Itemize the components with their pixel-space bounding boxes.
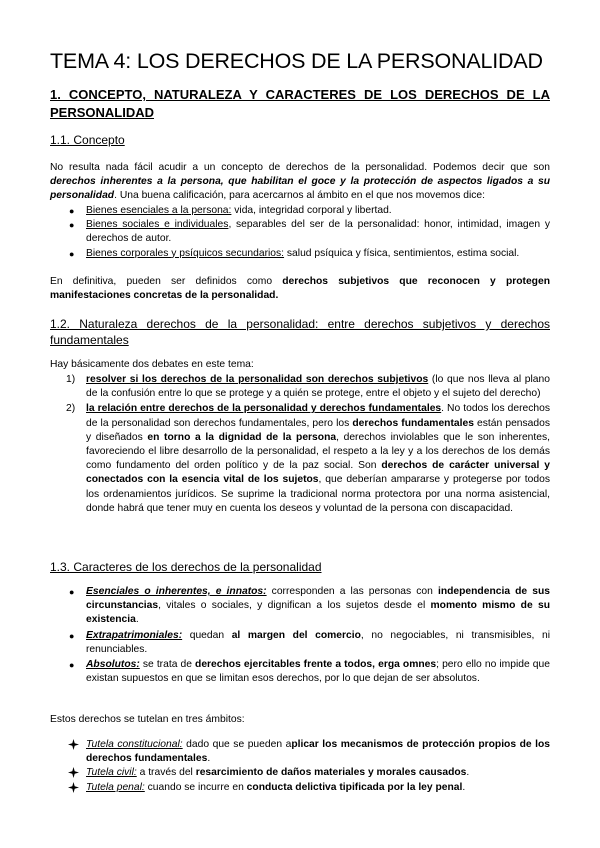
list-item-text: están pensados y diseñados (86, 417, 551, 443)
list-item-emphasis: momento mismo de su existencia (86, 600, 550, 626)
list-item-text: , separables del ser de la personalidad: honor, intimidad, imagen y derechos de autor. (86, 219, 550, 245)
list-item-text: , que deberían ampararse y protegerse por todos los ordenamientos jurídicos. Se suprime la tradicional norma protectora por una norma asistencial, donde habrá que tener muy en cuenta los deseos y voluntad de la persona con discapacidad. (86, 474, 550, 514)
list-item-text: vida, integridad corporal y libertad. (231, 205, 392, 216)
list-item-text: , no negociables, ni transmisibles, ni renunciables. (86, 629, 550, 655)
list-item-emphasis: al margen del comercio (231, 629, 361, 641)
list-item-text: ; pero ello no impide que existan supuestos en que se limitan esos derechos, por lo que dejan de ser absolutos. (86, 659, 550, 685)
goods-list (50, 204, 550, 261)
list-item-term: Tutela constitucional: (86, 739, 183, 750)
tutela-intro: Estos derechos se tutelan en tres ámbitos: (50, 714, 245, 725)
concept-closing-text: En definitiva, pueden ser definidos como (50, 276, 283, 287)
list-item-text: salud psíquica y física, sentimientos, estima social. (284, 247, 520, 259)
list-item-text: . (466, 767, 470, 779)
list-item-term: resolver si los derechos de la personalidad son derechos subjetivos (86, 374, 429, 385)
list-item-text: , vitales o sociales, y dignifican a los sujetos desde el (158, 600, 431, 612)
list-item (50, 766, 550, 780)
diamond-bullet-icon (68, 782, 79, 793)
list-item-text: se trata de (139, 659, 196, 671)
list-item (50, 585, 550, 628)
tutela-list (50, 738, 550, 795)
list-item-term: Absolutos: (86, 659, 140, 671)
list-item-emphasis: en torno a la dignidad de la persona (147, 431, 337, 443)
debates-intro: Hay básicamente dos debates en este tema: (50, 359, 254, 370)
list-item-term: Bienes sociales e individuales (86, 219, 229, 231)
characters-list (50, 585, 550, 686)
section-1-1-heading: 1.1. Concepto (50, 133, 125, 147)
list-item-number: 2) (66, 403, 76, 415)
list-item-term: Tutela penal: (86, 781, 145, 793)
list-item-text: quedan (182, 629, 232, 641)
diamond-bullet-icon (68, 739, 79, 750)
list-item-text: . (135, 614, 139, 626)
list-item-number: 1) (66, 374, 76, 385)
list-item-text: , derechos inviolables que le son inherentes, favoreciendo el libre desarrollo de la personalidad, el respeto a la ley y a los derechos de los demás como fundamento del orden político y de la paz social. Son (86, 431, 550, 472)
list-item-emphasis: conducta delictiva tipificada por la ley penal (246, 781, 463, 793)
list-item-term: Esenciales o inherentes, e innatos: (86, 586, 267, 597)
list-item-text: . (207, 753, 211, 765)
list-item-text: corresponden a las personas con (266, 586, 438, 597)
list-item (50, 247, 550, 261)
diamond-bullet-icon (68, 767, 79, 778)
list-item-emphasis: independencia de sus circunstancias (86, 586, 550, 612)
concept-intro-tail: . Una buena calificación, para acercarnos al ámbito en el que nos movemos dice: (114, 190, 485, 202)
list-item-text: cuando se incurre en (144, 781, 247, 793)
list-item-term: Bienes esenciales a la persona: (86, 205, 232, 216)
list-item-emphasis: plicar los mecanismos de protección propios de los derechos fundamentales (86, 739, 551, 765)
bullet-dot-icon: ● (69, 220, 75, 231)
list-item-term: Tutela civil: (86, 767, 137, 779)
list-item-term: la relación entre derechos de la personalidad y derechos fundamentales (86, 403, 442, 415)
list-item-emphasis: derechos de carácter universal y conectados con la esencia vital de los sujetos (86, 460, 550, 486)
concept-intro-paragraph (50, 161, 550, 204)
section-1-2-heading: 1.2. Naturaleza derechos de la personalidad: entre derechos subjetivos y derechos fundamentales (50, 317, 550, 347)
list-item (50, 629, 550, 657)
list-item (50, 204, 550, 218)
list-item-emphasis: derechos ejercitables frente a todos, erga omnes (195, 659, 437, 671)
list-item-text: . No todos los derechos de la personalidad son derechos fundamentales, pero los (86, 403, 550, 429)
concept-closing-paragraph (50, 275, 550, 303)
list-item (50, 218, 550, 246)
list-item (50, 781, 550, 795)
list-item-term: Bienes corporales y psíquicos secundarios: (86, 247, 285, 259)
page-title: TEMA 4: LOS DERECHOS DE LA PERSONALIDAD (50, 49, 543, 73)
section-1-3-heading: 1.3. Caracteres de los derechos de la personalidad (50, 560, 322, 574)
list-item (50, 373, 550, 401)
list-item-term: Extrapatrimoniales: (86, 629, 183, 641)
concept-intro-emphasis: derechos inherentes a la persona, que habilitan el goce y la protección de aspectos ligados a su personalidad (50, 176, 550, 202)
list-item-emphasis: resarcimiento de daños materiales y morales causados (195, 767, 467, 779)
bullet-dot-icon: ● (69, 630, 75, 641)
bullet-dot-icon: ● (69, 206, 75, 216)
bullet-dot-icon: ● (69, 587, 75, 597)
list-item (50, 738, 550, 766)
list-item-text: dado que se pueden a (182, 739, 292, 750)
list-item-text: (lo que nos lleva al plano de la confusión entre lo que se protege y a quién se protege, entre el objeto y el sujeto del derecho) (86, 374, 550, 400)
debates-list (50, 373, 550, 516)
list-item (50, 402, 550, 516)
bullet-dot-icon: ● (69, 248, 75, 259)
concept-intro-text: No resulta nada fácil acudir a un concepto de derechos de la personalidad. Podemos decir que son (50, 162, 550, 173)
bullet-dot-icon: ● (69, 660, 75, 671)
list-item-emphasis: derechos fundamentales (352, 417, 474, 429)
section-1-heading: 1. CONCEPTO, NATURALEZA Y CARACTERES DE LOS DERECHOS DE LA PERSONALIDAD (50, 87, 550, 120)
list-item-text: . (462, 781, 466, 793)
list-item (50, 658, 550, 686)
list-item-text: a través del (136, 767, 196, 779)
concept-closing-emphasis: derechos subjetivos que reconocen y protegen manifestaciones concretas de la personalidad. (50, 276, 550, 302)
